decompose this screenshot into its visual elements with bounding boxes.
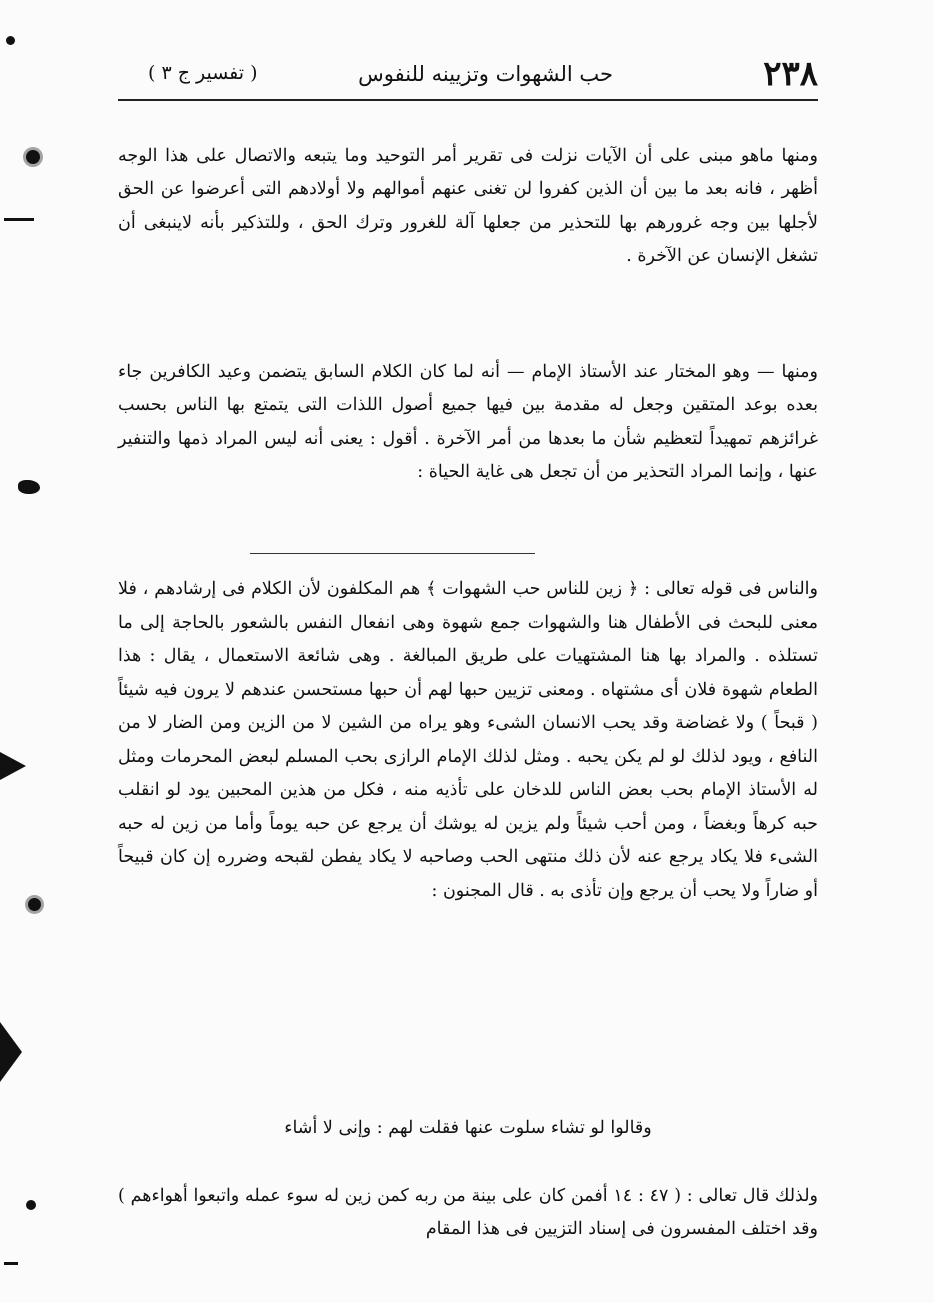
scan-blob-mark [18, 480, 40, 494]
paragraph-2: ومنها — وهو المختار عند الأستاذ الإمام — أنه لما كان الكلام السابق يتضمن وعيد الكافرين جاء بعده بوعد المتقين وجعل له مقدمة بين فيها جميع أصول اللذات التى يتمتع بها الناس بحسب غرائزهم تمهيداً لتعظيم شأن ما بعدها من أمر الآخرة . أقول : يعنى أنه ليس المراد ذمها والتنفير عنها ، وإنما المراد التحذير من أن تجعل هى غاية الحياة : [118, 361, 818, 482]
scan-dot-mark [6, 36, 15, 45]
paragraph-1: ومنها ماهو مبنى على أن الآيات نزلت فى تقرير أمر التوحيد وما يتبعه والاتصال على هذا الوجه أظهر ، فانه بعد ما بين أن الذين كفروا لن تغنى عنهم أموالهم ولا أولادهم التى أعرضوا عن الحق لأجلها بين وجه غرورهم بها للتحذير من جعلها آلة للغرور وترك الحق ، وللتذكير بأنه لاينبغى أن تشغل الإنسان عن الآخرة . [118, 145, 818, 266]
section-divider [250, 553, 535, 554]
scan-speck-mark [26, 1200, 36, 1210]
scan-wedge-mark [0, 752, 26, 780]
page-header [118, 52, 818, 96]
scan-speck-mark [26, 150, 40, 164]
scan-dash-mark [4, 218, 34, 221]
scan-speck-mark [28, 898, 41, 911]
paragraph-3-container [118, 573, 818, 908]
header-divider [118, 99, 818, 101]
scan-dash-mark [4, 1262, 18, 1265]
paragraph-3: والناس فى قوله تعالى : ﴿ زين للناس حب الشهوات ﴾ هم المكلفون لأن الكلام فى إرشادهم ، فلا معنى للبحث فى الأطفال هنا والشهوات جمع شهوة وهى انفعال النفس بالشعور بالحاجة إلى ما تستلذه . والمراد بها هنا المشتهيات على طريق المبالغة . وهى شائعة الاستعمال ، يقال : هذا الطعام شهوة فلان أى مشتهاه . ومعنى تزيين حبها لهم أن حبها مستحسن عندهم لا يرون فيه شيئاً ( قبحاً ) ولا غضاضة وقد يحب الانسان الشىء وهو يراه من الشين لا من الزين ومن الضار لا من النافع ، ويود لذلك لو لم يكن يحبه . ومثل لذلك الإمام الرازى بحب المسلم لبعض المحرمات ومثل له الأستاذ الإمام بحب بعض الناس للدخان على تأذيه منه ، فكل من هذين المحبين يود لو انقلب حبه كرهاً وبغضاً ، ومن أحب شيئاً ولم يزين له يوشك أن يرجع عن حبه يوماً وأما من زين له حبه الشىء فلا يكاد يرجع عنه لأن ذلك منتهى الحب وصاحبه لا يكاد يفطن لقبحه وضرره إن كان قبيحاً أو ضاراً ولا يحب أن يرجع وإن تأذى به . قال المجنون : [118, 579, 818, 901]
scan-wedge-mark [0, 1022, 22, 1082]
paragraph-4: ولذلك قال تعالى : ( ٤٧ : ١٤ أفمن كان على بينة من ربه كمن زين له سوء عمله واتبعوا أهواءهم ) وقد اختلف المفسرون فى إسناد التزيين فى هذا المقام [118, 1185, 819, 1239]
poetry-verse: وقالوا لو تشاء سلوت عنها فقلت لهم : وإنى لا أشاء [284, 1118, 652, 1138]
running-title: حب الشهوات وتزيينه للنفوس [358, 62, 613, 86]
volume-label: ( تفسير ج ٣ ) [148, 62, 258, 84]
page-number: ٢٣٨ [763, 54, 818, 94]
